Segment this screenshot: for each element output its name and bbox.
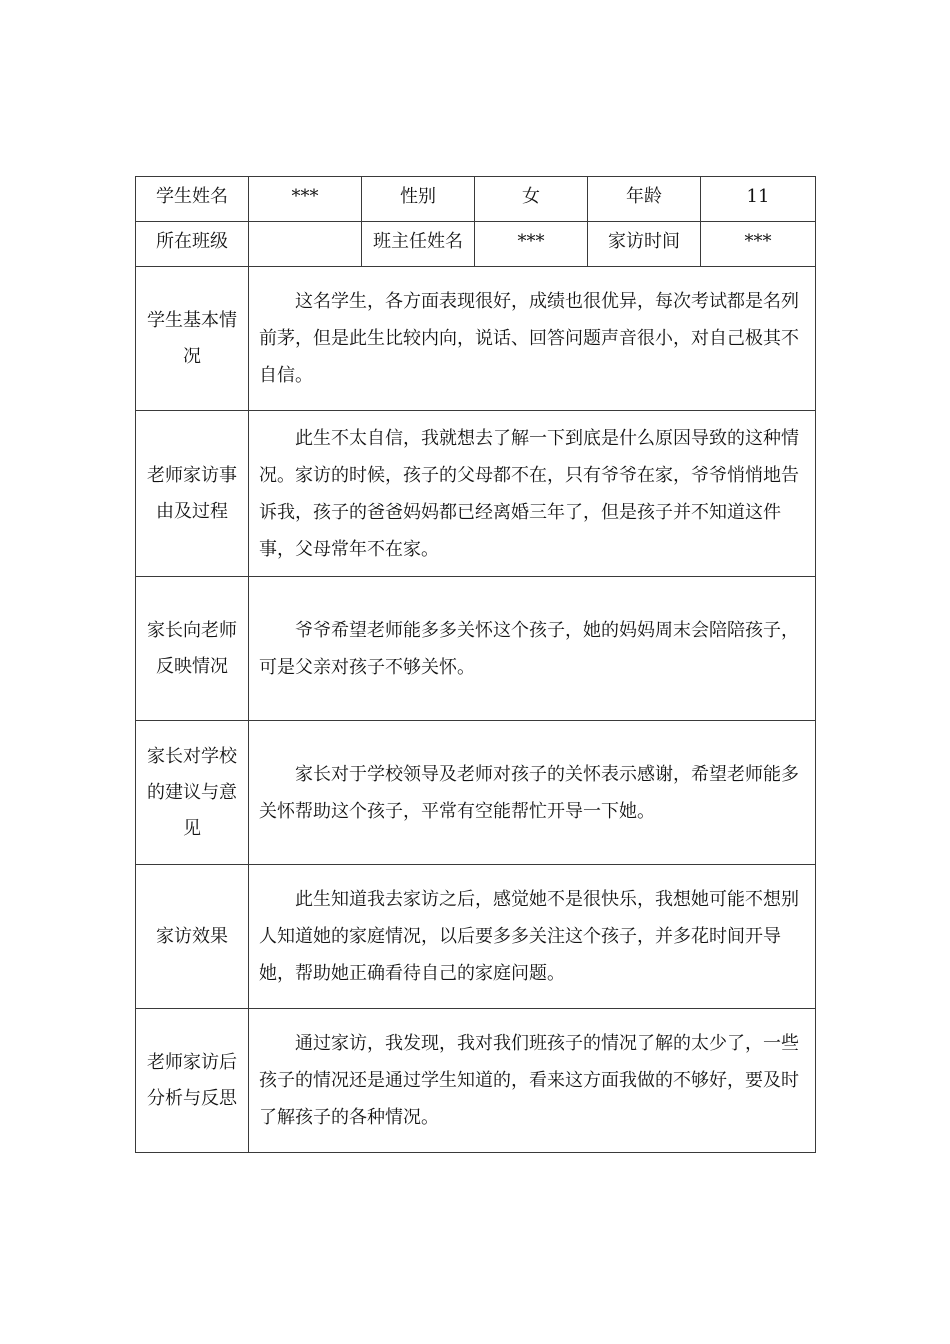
student-name-value: *** <box>291 186 319 207</box>
section-label-parent-feedback: 家长向老师反映情况 <box>136 577 249 721</box>
section-row-parent-feedback <box>136 577 816 721</box>
age-value-cell <box>701 177 816 222</box>
section-text-parent-feedback: 爷爷希望老师能多多关怀这个孩子，她的妈妈周末会陪陪孩子，可是父亲对孩子不够关怀。 <box>259 619 799 678</box>
section-content-visit-process <box>249 411 816 577</box>
student-name-label: 学生姓名 <box>156 186 228 207</box>
section-content-visit-effect <box>249 865 816 1009</box>
section-row-reflection <box>136 1009 816 1153</box>
gender-label-cell <box>362 177 475 222</box>
section-content-basic-info <box>249 267 816 411</box>
visit-time-value: *** <box>744 231 772 252</box>
section-label-visit-effect: 家访效果 <box>136 865 249 1009</box>
student-name-label-cell <box>136 177 249 222</box>
class-value-cell <box>249 222 362 267</box>
age-value: 11 <box>746 186 770 207</box>
visit-time-label-cell <box>588 222 701 267</box>
section-text-visit-effect: 此生知道我去家访之后，感觉她不是很快乐，我想她可能不想别人知道她的家庭情况，以后要多多关注这个孩子，并多花时间开导她，帮助她正确看待自己的家庭问题。 <box>259 889 799 984</box>
gender-value-cell <box>475 177 588 222</box>
section-label-reflection: 老师家访后分析与反思 <box>136 1009 249 1153</box>
header-row-class <box>136 222 816 267</box>
section-row-basic-info <box>136 267 816 411</box>
section-row-visit-effect <box>136 865 816 1009</box>
visit-time-label: 家访时间 <box>608 231 680 252</box>
gender-value: 女 <box>522 186 540 207</box>
section-row-visit-process <box>136 411 816 577</box>
teacher-name-label-cell <box>362 222 475 267</box>
student-name-value-cell <box>249 177 362 222</box>
section-label-visit-process: 老师家访事由及过程 <box>136 411 249 577</box>
teacher-name-label: 班主任姓名 <box>373 231 463 252</box>
class-label: 所在班级 <box>156 231 228 252</box>
section-content-parent-feedback <box>249 577 816 721</box>
section-text-reflection: 通过家访，我发现，我对我们班孩子的情况了解的太少了，一些孩子的情况还是通过学生知道的，看来这方面我做的不够好，要及时了解孩子的各种情况。 <box>259 1033 799 1128</box>
teacher-name-value: *** <box>517 231 545 252</box>
visit-time-value-cell <box>701 222 816 267</box>
section-text-basic-info: 这名学生，各方面表现很好，成绩也很优异，每次考试都是名列前茅，但是此生比较内向，说话、回答问题声音很小，对自己极其不自信。 <box>259 291 799 386</box>
gender-label: 性别 <box>400 186 436 207</box>
age-label-cell <box>588 177 701 222</box>
section-text-parent-suggestions: 家长对于学校领导及老师对孩子的关怀表示感谢，希望老师能多关怀帮助这个孩子，平常有空能帮忙开导一下她。 <box>259 763 799 822</box>
class-label-cell <box>136 222 249 267</box>
teacher-name-value-cell <box>475 222 588 267</box>
section-label-basic-info: 学生基本情况 <box>136 267 249 411</box>
header-row-student <box>136 177 816 222</box>
section-row-parent-suggestions <box>136 721 816 865</box>
home-visit-record-table <box>135 176 816 1153</box>
section-text-visit-process: 此生不太自信，我就想去了解一下到底是什么原因导致的这种情况。家访的时候，孩子的父母都不在，只有爷爷在家，爷爷悄悄地告诉我，孩子的爸爸妈妈都已经离婚三年了，但是孩子并不知道这件事，父母常年不在家。 <box>259 427 799 560</box>
age-label: 年龄 <box>626 186 662 207</box>
section-content-parent-suggestions <box>249 721 816 865</box>
section-label-parent-suggestions: 家长对学校的建议与意见 <box>136 721 249 865</box>
section-content-reflection <box>249 1009 816 1153</box>
